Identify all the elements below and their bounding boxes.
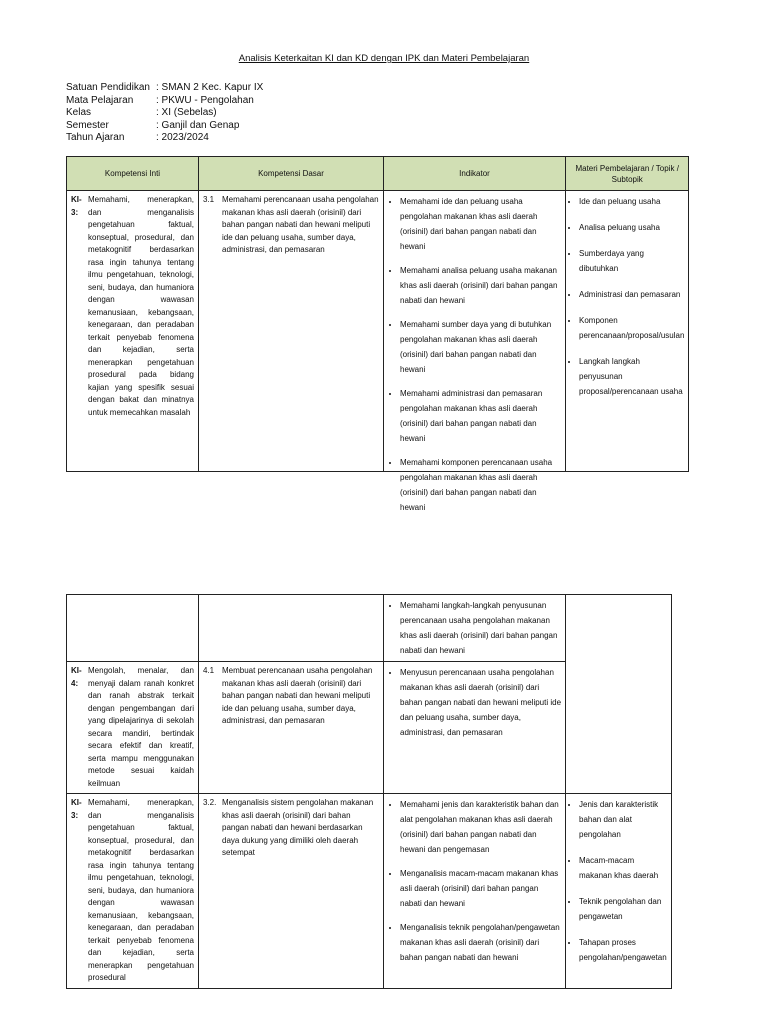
materi-cell [566,794,672,989]
list-item: • Menyusun perencanaan usaha pengolahan makanan khas asli daerah (orisinil) dari bahan pangan nabati dan hewani meliputi ide dan peluang usaha, sumber daya, administrasi, dan pemasaran [400,665,561,740]
ki-code: KI-4: [71,666,82,688]
table-row [67,794,672,989]
list-item: • Sumberdaya yang dibutuhkan [579,246,684,276]
kd-text: Memahami perencanaan usaha pengolahan makanan khas asli daerah (orisinil) dari bahan pangan nabati dan hewani meliputi ide dan peluang usaha, sumber daya, administrasi, dan pemasaran [222,195,379,254]
list-item: • Tahapan proses pengolahan/pengawetan [579,935,667,965]
list-item: • Memahami komponen perencanaan usaha pengolahan makanan khas asli daerah (orisinil) dari bahan pangan nabati dan hewani [400,455,561,515]
indikator-cell [384,662,566,794]
meta-row-tahun [66,132,263,145]
ki-cell [67,662,199,794]
list-item: • Komponen perencanaan/proposal/usulan [579,313,684,343]
list-item: • Memahami administrasi dan pemasaran pengolahan makanan khas asli daerah (orisinil) dari bahan pangan nabati dan hewani [400,386,561,446]
indikator-list [388,194,561,515]
list-item: • Jenis dan karakteristik bahan dan alat pengolahan [579,797,667,842]
indikator-clip [388,194,561,512]
meta-value: : 2023/2024 [156,132,209,143]
header-indikator: Indikator [384,157,566,191]
kd-text: Membuat perencanaan usaha pengolahan makanan khas asli daerah (orisinil) dari bahan pangan nabati dan hewani meliputi ide dan peluang usaha, sumber daya, administrasi, dan pemasaran [222,666,373,725]
list-item: • Langkah langkah penyusunan proposal/perencanaan usaha [579,354,684,399]
ki-block [71,194,194,468]
indikator-cell [384,794,566,989]
table-header-row [67,157,689,191]
materi-cell [566,191,689,472]
ki-block [71,797,194,985]
kd-block [203,194,379,257]
meta-value: : Ganjil dan Genap [156,119,240,131]
list-item: • Administrasi dan pemasaran [579,287,684,302]
list-item: • Analisa peluang usaha [579,220,684,235]
document-meta [66,82,263,145]
meta-key: Mata Pelajaran [66,94,134,106]
analysis-table-page-2 [66,594,672,989]
meta-value: : XI (Sebelas) [156,107,217,118]
materi-cell [566,595,672,794]
meta-key: Satuan Pendidikan [66,82,150,93]
materi-list [570,797,667,965]
analysis-table-page-1 [66,156,689,512]
ki-code: KI-3: [71,195,82,217]
meta-row-mapel [66,95,263,108]
list-item: • Memahami sumber daya yang di butuhkan pengolahan makanan khas asli daerah (orisinil) dari bahan pangan nabati dan hewani [400,317,561,377]
document-title: Analisis Keterkaitan KI dan KD dengan IPK dan Materi Pembelajaran [238,53,530,64]
meta-key: Tahun Ajaran [66,132,125,143]
meta-row-kelas [66,107,263,120]
header-kompetensi-inti: Kompetensi Inti [67,157,199,191]
kd-cell [199,191,384,472]
kd-number: 4.1 [203,666,215,675]
meta-value: : PKWU - Pengolahan [156,94,254,106]
list-item: • Teknik pengolahan dan pengawetan [579,894,667,924]
meta-key: Semester [66,119,109,131]
indikator-list [388,598,561,658]
kd-cell [199,794,384,989]
materi-list [570,194,684,399]
meta-key: Kelas [66,107,92,118]
list-item: • Memahami analisa peluang usaha makanan khas asli daerah (orisinil) dari bahan pangan nabati dan hewani [400,263,561,308]
ki-cell [67,595,199,662]
header-materi: Materi Pembelajaran / Topik / Subtopik [566,157,689,191]
table-row [67,191,689,472]
indikator-list [388,797,561,965]
indikator-cell [384,595,566,662]
indikator-cell [384,191,566,512]
meta-row-satuan [66,82,263,95]
ki-code: KI-3: [71,798,82,820]
kd-cell [199,662,384,794]
ki-cell [67,191,199,472]
table-row [67,595,672,662]
header-kompetensi-dasar: Kompetensi Dasar [199,157,384,191]
list-item: • Memahami langkah-langkah penyusunan perencanaan usaha pengolahan makanan khas asli daerah (orisinil) dari bahan pangan nabati dan hewani [400,598,561,658]
indikator-list [388,665,561,740]
ki-cell [67,794,199,989]
list-item: • Menganalisis macam-macam makanan khas asli daerah (orisinil) dari bahan pangan nabati dan hewani [400,866,561,911]
list-item: • Memahami ide dan peluang usaha pengolahan makanan khas asli daerah (orisinil) dari bahan pangan nabati dan hewani [400,194,561,254]
kd-text: Menganalisis sistem pengolahan makanan khas asli daerah (orisinil) dari bahan pangan nabati dan hewani berdasarkan daya dukung yang dimiliki oleh daerah setempat [222,798,374,857]
ki-text: Memahami, menerapkan, dan menganalisis pengetahuan faktual, konseptual, prosedural, dan metakognitif berdasarkan rasa ingin tahunya tentang ilmu pengetahuan, teknologi, seni, budaya, dan humaniora dengan wawasan kemanusiaan, kebangsaan, kenegaraan, dan peradaban terkait penyebab fenomena dan kejadian, serta menerapkan pengetahuan prosedural pada bidang kajian yang spesifik sesuai dengan bakat dan minatnya untuk memecahkan masalah [88,195,194,417]
ki-block [71,665,194,790]
list-item: • Menganalisis teknik pengolahan/pengawetan makanan khas asli daerah (orisinil) dari bahan pangan nabati dan hewani [400,920,561,965]
list-item: • Memahami jenis dan karakteristik bahan dan alat pengolahan makanan khas asli daerah (orisinil) dari bahan pangan nabati dan hewani dan pengemasan [400,797,561,857]
kd-number: 3.1 [203,195,215,204]
meta-value: : SMAN 2 Kec. Kapur IX [156,82,264,93]
ki-text: Mengolah, menalar, dan menyaji dalam ranah konkret dan ranah abstrak terkait dengan pengembangan dari yang dipelajarinya di sekolah secara mandiri, bertindak secara efektif dan kreatif, serta mampu menggunakan metode sesuai kaidah keilmuan [88,666,194,788]
kd-block [203,797,379,860]
list-item: • Macam-macam makanan khas daerah [579,853,667,883]
materi-clip [570,194,684,468]
ki-text: Memahami, menerapkan, dan menganalisis pengetahuan faktual, konseptual, prosedural, dan metakognitif berdasarkan rasa ingin tahunya tentang ilmu pengetahuan, teknologi, seni, budaya, dan humaniora dengan wawasan kemanusiaan, kebangsaan, kenegaraan, dan peradaban terkait penyebab fenomena dan kejadian, serta menerapkan pengetahuan prosedural [88,798,194,982]
list-item: • Ide dan peluang usaha [579,194,684,209]
kd-number: 3.2. [203,798,217,807]
meta-row-semester [66,120,263,133]
kd-cell [199,595,384,662]
kd-block [203,665,379,728]
